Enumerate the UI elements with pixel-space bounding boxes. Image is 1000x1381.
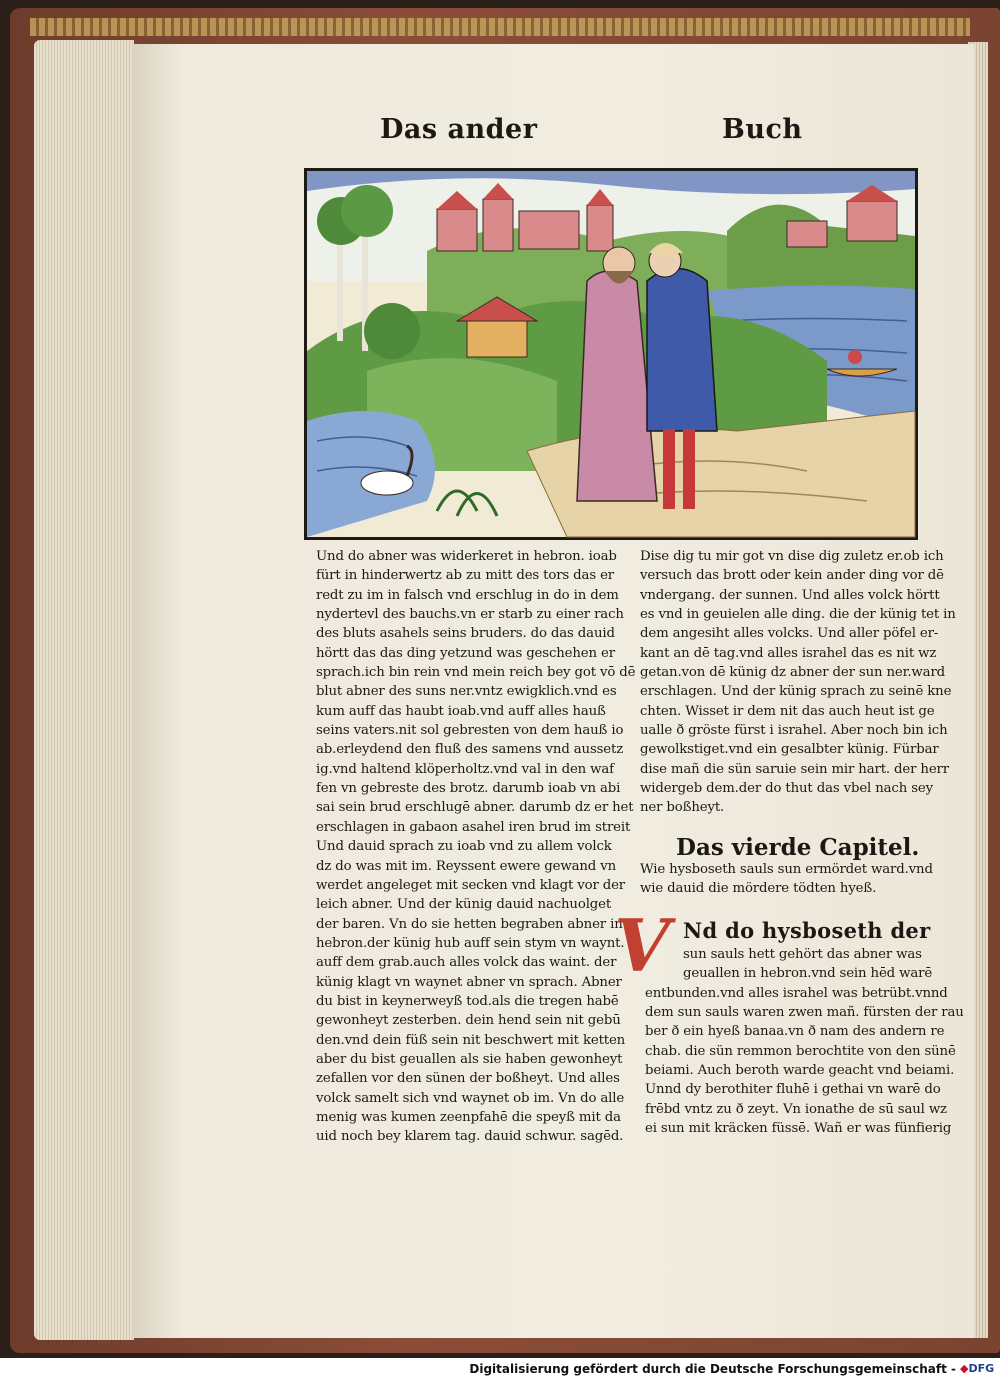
text-line: redt zu im in falsch vnd erschlug in do in dem xyxy=(316,587,619,603)
running-head-left: Das ander xyxy=(380,114,538,145)
text-line: fürt in hinderwertz ab zu mitt des tors das er xyxy=(316,568,614,584)
text-line: dise mañ die sün saruie sein mir hart. der herr xyxy=(640,761,949,777)
text-line: Dise dig tu mir got vn dise dig zuletz er.ob ich xyxy=(640,549,944,564)
text-line: Wie hysboseth sauls sun ermördet ward.vnd xyxy=(640,862,933,877)
text-line: auff dem grab.auch alles volck das waint. der xyxy=(316,955,617,971)
text-line: volck samelt sich vnd waynet ob im. Vn do alle xyxy=(316,1090,625,1106)
text-line: künig klagt vn waynet abner vn sprach. Abner xyxy=(316,974,622,990)
text-line: uid noch bey klarem tag. dauid schwur. sagēd. xyxy=(316,1129,624,1145)
text-line: seins vaters.nit sol gebresten von dem hauß io xyxy=(316,723,624,739)
text-line: frēbd vntz zu ð zeyt. Vn ionathe de sū saul wz xyxy=(645,1101,947,1117)
woodcut-scene xyxy=(307,171,915,537)
text-line: vndergang. der sunnen. Und alles volck hörtt xyxy=(640,587,940,603)
text-line: dz do was mit im. Reyssent ewere gewand vn xyxy=(316,858,616,874)
text-line: kant an dē tag.vnd alles israhel das es nit wz xyxy=(640,645,937,661)
dfg-logo-icon: ◆DFG xyxy=(960,1362,995,1375)
text-line: gewolkstiget.vnd ein gesalbter künig. Fürbar xyxy=(640,742,939,758)
text-line: blut abner des suns ner.vntz ewigklich.vnd es xyxy=(316,684,617,700)
text-line: beiami. Auch beroth warde geacht vnd beiami. xyxy=(645,1063,955,1079)
gilt-edge xyxy=(30,18,970,36)
text-line: wie dauid die mördere tödten hyeß. xyxy=(640,881,877,897)
footer-bar xyxy=(0,1358,1000,1381)
text-line: aber du bist geuallen als sie haben gewonheyt xyxy=(316,1051,623,1067)
text-line: erschlagen in gabaon asahel iren brud im streit xyxy=(316,819,631,835)
dfg-logo-text: DFG xyxy=(968,1362,995,1375)
text-line: Unnd dy berothiter fluhē i gethai vn warē do xyxy=(645,1082,941,1098)
page-stack-left xyxy=(34,40,134,1340)
text-line: ner boßheyt. xyxy=(640,800,725,816)
text-line: ig.vnd haltend klöperholtz.vnd val in den waf xyxy=(316,761,614,777)
text-line: getan.von dē künig dz abner der sun ner.ward xyxy=(640,665,946,681)
text-line: fen vn gebreste des brotz. darumb ioab vn abi xyxy=(316,781,621,797)
text-line: ei sun mit kräcken füssē. Wañ er was fünfierig xyxy=(645,1121,952,1137)
text-line: menig was kumen zeenpfahē die speyß mit da xyxy=(316,1109,621,1125)
woodcut-illustration xyxy=(304,168,918,540)
text-line: kum auff das haubt ioab.vnd auff alles hauß xyxy=(316,703,606,719)
text-line: leich abner. Und der künig dauid nachuolget xyxy=(316,897,612,913)
text-line: der baren. Vn do sie hetten begraben abner in xyxy=(316,916,623,932)
text-column-right-top xyxy=(640,547,956,818)
text-line: chten. Wisset ir dem nit das auch heut ist ge xyxy=(640,703,935,719)
text-line: den.vnd dein füß sein nit beschwert mit ketten xyxy=(316,1032,626,1048)
text-line: sun sauls hett gehört das abner was xyxy=(683,947,922,962)
text-line: ber ð ein hyeß banaa.vn ð nam des andern re xyxy=(645,1024,945,1040)
text-line: Und dauid sprach zu ioab vnd zu allem volck xyxy=(316,839,612,855)
chapter-heading: Das vierde Capitel. xyxy=(676,834,920,861)
rubric-initial-letter: V xyxy=(614,903,670,988)
text-line: es vnd in geuielen alle ding. die der künig tet in xyxy=(640,607,956,623)
text-line: widergeb dem.der do thut das vbel nach sey xyxy=(640,781,933,797)
text-line: geuallen in hebron.vnd sein hēd warē xyxy=(683,966,933,982)
text-line: sprach.ich bin rein vnd mein reich bey got vō dē xyxy=(316,665,636,681)
text-line: zefallen vor den sünen der boßheyt. Und alles xyxy=(316,1071,620,1087)
text-line: ualle ð gröste fürst i israhel. Aber noch bin ich xyxy=(640,723,948,739)
text-column-left xyxy=(316,547,636,1147)
chapter-lead-line: Nd do hysboseth der xyxy=(683,918,931,943)
text-line: chab. die sün remmon berochtite von den sünē xyxy=(645,1043,956,1059)
chapter-summary xyxy=(640,860,933,899)
text-line: des bluts asahels seins bruders. do das dauid xyxy=(316,626,615,642)
running-head-right: Buch xyxy=(722,114,803,145)
text-line: versuch das brott oder kein ander ding vor dē xyxy=(640,568,944,584)
text-line: entbunden.vnd alles israhel was betrübt.vnnd xyxy=(645,985,948,1001)
text-line: nydertevl des bauchs.vn er starb zu einer rach xyxy=(316,607,624,623)
text-line: erschlagen. Und der künig sprach zu seinē kne xyxy=(640,684,952,700)
text-line: dem sun sauls waren zwen mañ. fürsten der rau xyxy=(645,1005,964,1021)
funding-credit: Digitalisierung gefördert durch die Deutsche Forschungsgemeinschaft - xyxy=(469,1362,956,1376)
text-line: gewonheyt zesterben. dein hend sein nit gebū xyxy=(316,1013,621,1029)
text-line: hebron.der künig hub auff sein stym vn waynt. xyxy=(316,935,625,951)
text-line: du bist in keynerweyß tod.als die tregen habē xyxy=(316,993,619,1009)
text-line: Und do abner was widerkeret in hebron. ioab xyxy=(316,549,617,564)
text-column-right-body xyxy=(645,945,964,1138)
text-line: ab.erleydend den fluß des samens vnd aussetz xyxy=(316,742,624,758)
text-line: werdet angeleget mit secken vnd klagt vor der xyxy=(316,877,626,893)
text-line: sai sein brud erschlugē abner. darumb dz er het xyxy=(316,800,634,816)
text-line: dem angesiht alles volcks. Und aller pöfel er- xyxy=(640,626,939,642)
text-line: hörtt das das ding yetzund was geschehen er xyxy=(316,645,615,661)
